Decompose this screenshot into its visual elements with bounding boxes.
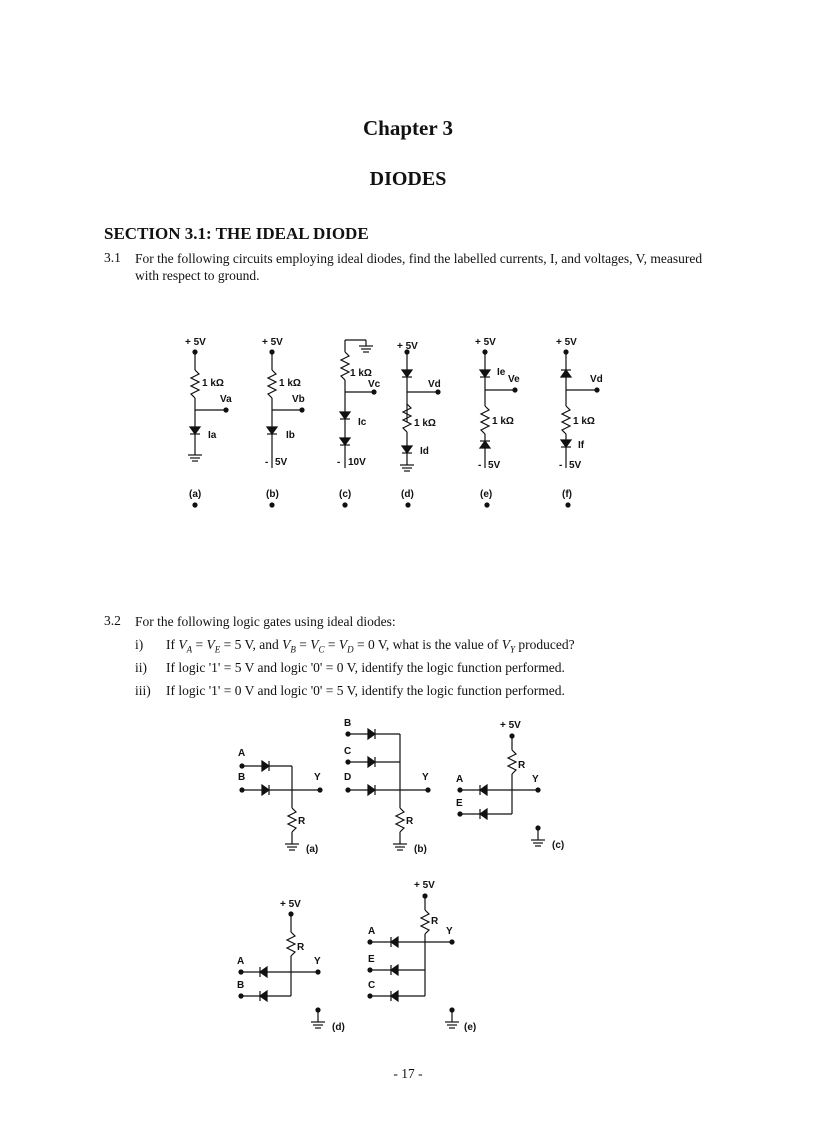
question-line: For the following circuits employing ideal diodes, find the labelled currents, I, and voltages, V, measured <box>135 251 703 266</box>
text-fragment: = 0 V, what is the value of <box>353 637 502 652</box>
question-intro: For the following logic gates using ideal diodes: <box>135 614 396 629</box>
sub-a: A <box>186 644 193 655</box>
gate-d <box>239 912 325 1028</box>
gate-b-resistor: R <box>406 816 414 827</box>
gate-a-input-a: A <box>238 748 246 759</box>
text-fragment: = 5 V, and <box>220 637 283 652</box>
sub-c: C <box>318 644 325 655</box>
gate-e-input-e: E <box>368 954 375 965</box>
gate-e-output: Y <box>446 926 453 937</box>
var-ve: V <box>206 637 215 652</box>
gate-a-input-b: B <box>238 772 246 783</box>
section-heading: SECTION 3.1: THE IDEAL DIODE <box>104 224 369 243</box>
subquestion-number: i) <box>135 637 144 652</box>
gate-b-input-c: C <box>344 746 352 757</box>
gate-d-input-b: B <box>237 980 245 991</box>
chapter-heading: Chapter 3 <box>362 116 454 140</box>
circuit-e-negative: - <box>478 460 482 471</box>
circuit-f-negative: - <box>559 460 563 471</box>
gate-a-resistor: R <box>298 816 306 827</box>
question-number: 3.2 <box>104 613 121 628</box>
circuit-e-label: (e) <box>480 489 493 500</box>
text-fragment: = <box>324 637 339 652</box>
gate-b-label: (b) <box>414 844 427 855</box>
gate-e-supply: + 5V <box>414 880 435 891</box>
circuit-c <box>340 340 376 468</box>
gate-a-output: Y <box>314 772 321 783</box>
circuit-b-bottom-voltage: 5V <box>275 457 288 468</box>
circuit-b-negative: - <box>265 457 269 468</box>
gate-b-input-b: B <box>344 718 352 729</box>
circuit-e-supply: + 5V <box>475 337 496 348</box>
circuit-f-bottom-voltage: 5V <box>569 460 582 471</box>
subquestion-text: If logic '1' = 5 V and logic '0' = 0 V, identify the logic function performed. <box>166 660 565 675</box>
circuit-b-supply: + 5V <box>262 337 283 348</box>
question-number: 3.1 <box>104 250 121 265</box>
circuit-b-label: (b) <box>266 489 279 500</box>
diode-circuits-figure <box>0 330 816 520</box>
circuit-b-current: Ib <box>286 430 295 441</box>
gate-e <box>368 894 459 1028</box>
circuit-d-voltage: Vd <box>428 379 441 390</box>
circuit-f-voltage: Vd <box>590 374 603 385</box>
circuit-c-negative: - <box>337 457 341 468</box>
circuit-d-label: (d) <box>401 489 414 500</box>
subquestion-text: If logic '1' = 0 V and logic '0' = 5 V, identify the logic function performed. <box>166 683 565 698</box>
gate-e-input-a: A <box>368 926 376 937</box>
gate-b-output: Y <box>422 772 429 783</box>
text-fragment: If <box>166 637 179 652</box>
circuit-b <box>267 350 304 468</box>
var-va: V <box>178 637 187 652</box>
gate-c-output: Y <box>532 774 539 785</box>
circuit-a-voltage: Va <box>220 394 232 405</box>
circuit-c-voltage: Vc <box>368 379 381 390</box>
sub-d: D <box>347 644 354 655</box>
circuit-e-current: Ie <box>497 367 506 378</box>
circuit-f-current: If <box>578 440 585 451</box>
gate-d-resistor: R <box>297 942 305 953</box>
circuit-e-bottom-voltage: 5V <box>488 460 501 471</box>
circuit-f-label: (f) <box>562 489 572 500</box>
circuit-f-resistor: 1 kΩ <box>573 416 595 427</box>
subquestion-text <box>166 637 575 655</box>
sub-y: Y <box>510 644 516 655</box>
subquestion-number: iii) <box>135 683 151 698</box>
gate-b-input-d: D <box>344 772 352 783</box>
gate-c-input-a: A <box>456 774 464 785</box>
circuit-a <box>188 350 228 461</box>
gate-d-label: (d) <box>332 1022 345 1033</box>
circuit-a-current: Ia <box>208 430 217 441</box>
subquestion-number: ii) <box>135 660 147 675</box>
gate-e-label: (e) <box>464 1022 477 1033</box>
question-line: with respect to ground. <box>135 268 260 283</box>
gate-a-label: (a) <box>306 844 319 855</box>
question-text <box>135 250 735 284</box>
circuit-b-voltage: Vb <box>292 394 305 405</box>
gate-d-output: Y <box>314 956 321 967</box>
logic-gates-figure <box>0 710 816 1040</box>
circuit-a-supply: + 5V <box>185 337 206 348</box>
gate-c-label: (c) <box>552 840 565 851</box>
var-vb: V <box>282 637 291 652</box>
circuit-c-label: (c) <box>339 489 352 500</box>
gate-b <box>346 729 430 850</box>
gate-d-input-a: A <box>237 956 245 967</box>
gate-c-supply: + 5V <box>500 720 521 731</box>
var-vy: V <box>501 637 510 652</box>
gate-d-supply: + 5V <box>280 899 301 910</box>
gate-e-resistor: R <box>431 916 439 927</box>
page-number: - 17 - <box>393 1066 423 1081</box>
circuit-a-label: (a) <box>189 489 202 500</box>
gate-c <box>458 734 545 846</box>
circuit-a-resistor: 1 kΩ <box>202 378 224 389</box>
var-vc: V <box>310 637 319 652</box>
circuit-d-resistor: 1 kΩ <box>414 418 436 429</box>
circuit-f-supply: + 5V <box>556 337 577 348</box>
gate-c-input-e: E <box>456 798 463 809</box>
circuit-b-resistor: 1 kΩ <box>279 378 301 389</box>
text-fragment: = <box>295 637 311 652</box>
sub-b: B <box>290 644 296 655</box>
circuit-c-resistor: 1 kΩ <box>350 368 372 379</box>
chapter-title: DIODES <box>369 168 447 190</box>
gate-e-input-c: C <box>368 980 376 991</box>
sub-e: E <box>214 644 221 655</box>
circuit-d-supply: + 5V <box>397 341 418 352</box>
gate-a <box>240 761 322 850</box>
text-fragment: = <box>192 637 207 652</box>
var-vd: V <box>338 637 348 652</box>
circuit-e-voltage: Ve <box>508 374 520 385</box>
gate-c-resistor: R <box>518 760 526 771</box>
circuit-c-current: Ic <box>358 417 367 428</box>
text-fragment: produced? <box>515 637 575 652</box>
circuit-e-resistor: 1 kΩ <box>492 416 514 427</box>
circuit-c-bottom-voltage: 10V <box>348 457 366 468</box>
circuit-d-current: Id <box>420 446 429 457</box>
